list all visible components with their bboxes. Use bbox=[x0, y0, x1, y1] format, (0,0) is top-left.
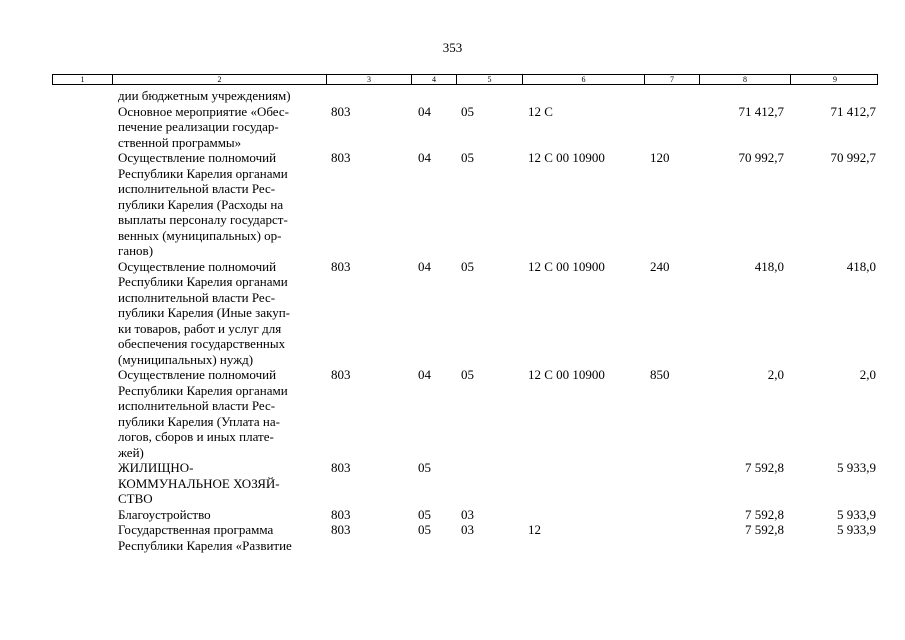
row-cell-col-8: 7 592,8 bbox=[745, 522, 784, 537]
row-cell-col-9: 5 933,9 bbox=[837, 506, 876, 522]
table-row bbox=[0, 88, 905, 104]
header-cell-7: 7 bbox=[644, 75, 699, 84]
header-cell-6: 6 bbox=[522, 75, 644, 84]
row-description: дии бюджетным учреждениям) bbox=[118, 88, 291, 103]
row-description: Осуществление полномочий Республики Карелия органами исполнительной власти Рес- публики Карелия (Расходы на выплаты персоналу государст- венных (муниципальных) ор- ганов) bbox=[118, 150, 288, 258]
row-cell-col-9: 5 933,9 bbox=[837, 522, 876, 537]
row-description: Осуществление полномочий Республики Карелия органами исполнительной власти Рес- публики Карелия (Уплата на- логов, сборов и иных плате- жей) bbox=[118, 367, 288, 460]
row-cell-col-8: 418,0 bbox=[754, 258, 784, 274]
row-cell-col-8: 7 592,8 bbox=[745, 506, 784, 522]
header-cell-8: 8 bbox=[699, 75, 790, 84]
row-cell-col-5: 03 bbox=[461, 522, 474, 537]
table-row bbox=[0, 150, 905, 259]
row-cell-col-3: 803 bbox=[331, 460, 351, 475]
row-cell-col-9: 5 933,9 bbox=[837, 460, 876, 475]
header-cell-5: 5 bbox=[456, 75, 522, 84]
row-cell-col-8: 7 592,8 bbox=[745, 460, 784, 475]
table-row bbox=[0, 507, 905, 523]
row-cell-col-7: 240 bbox=[650, 258, 670, 274]
row-cell-col-3: 803 bbox=[331, 150, 351, 165]
row-cell-col-7: 120 bbox=[650, 150, 670, 165]
row-cell-col-4: 04 bbox=[418, 150, 431, 165]
header-cell-2: 2 bbox=[112, 75, 326, 84]
row-description: Основное мероприятие «Обес- печение реализации государ- ственной программы» bbox=[118, 103, 289, 150]
row-description: Благоустройство bbox=[118, 506, 211, 522]
row-cell-col-6: 12 С 00 10900 bbox=[528, 258, 605, 274]
row-cell-col-8: 70 992,7 bbox=[738, 150, 784, 165]
table-row bbox=[0, 259, 905, 368]
row-cell-col-4: 04 bbox=[418, 258, 431, 274]
row-cell-col-5: 03 bbox=[461, 506, 474, 522]
row-cell-col-9: 71 412,7 bbox=[830, 103, 876, 119]
row-cell-col-3: 803 bbox=[331, 258, 351, 274]
row-cell-col-3: 803 bbox=[331, 506, 351, 522]
row-cell-col-9: 70 992,7 bbox=[830, 150, 876, 165]
row-cell-col-6: 12 С 00 10900 bbox=[528, 367, 605, 382]
header-cell-1: 1 bbox=[80, 75, 85, 84]
row-description: Государственная программа Республики Карелия «Развитие bbox=[118, 522, 292, 553]
row-cell-col-5: 05 bbox=[461, 150, 474, 165]
row-cell-col-9: 418,0 bbox=[846, 258, 876, 274]
row-cell-col-4: 04 bbox=[418, 367, 431, 382]
row-cell-col-3: 803 bbox=[331, 522, 351, 537]
row-cell-col-8: 2,0 bbox=[767, 367, 784, 382]
row-cell-col-5: 05 bbox=[461, 258, 474, 274]
row-cell-col-9: 2,0 bbox=[859, 367, 876, 382]
row-cell-col-6: 12 С 00 10900 bbox=[528, 150, 605, 165]
row-cell-col-4: 04 bbox=[418, 103, 431, 119]
page-number: 353 bbox=[442, 40, 463, 55]
table-row bbox=[0, 460, 905, 507]
row-cell-col-7: 850 bbox=[650, 367, 670, 382]
row-cell-col-6: 12 bbox=[528, 522, 541, 537]
table-row bbox=[0, 104, 905, 151]
header-cell-4: 4 bbox=[411, 75, 456, 84]
row-cell-col-8: 71 412,7 bbox=[738, 103, 784, 119]
header-cell-9: 9 bbox=[790, 75, 879, 84]
row-cell-col-5: 05 bbox=[461, 103, 474, 119]
row-cell-col-3: 803 bbox=[331, 367, 351, 382]
row-cell-col-4: 05 bbox=[418, 460, 431, 475]
header-cell-3: 3 bbox=[326, 75, 411, 84]
table-row bbox=[0, 522, 905, 553]
row-cell-col-4: 05 bbox=[418, 522, 431, 537]
row-cell-col-4: 05 bbox=[418, 506, 431, 522]
row-description: Осуществление полномочий Республики Карелия органами исполнительной власти Рес- публики Карелия (Иные закуп- ки товаров, работ и услуг для обеспечения государственных (муниципальных) нужд) bbox=[118, 258, 291, 367]
row-cell-col-3: 803 bbox=[331, 103, 351, 119]
row-cell-col-5: 05 bbox=[461, 367, 474, 382]
row-description: ЖИЛИЩНО- КОММУНАЛЬНОЕ ХОЗЯЙ- СТВО bbox=[118, 460, 280, 506]
row-cell-col-6: 12 С bbox=[528, 103, 553, 119]
table-header-row bbox=[52, 74, 878, 85]
table-row bbox=[0, 367, 905, 460]
table-body bbox=[0, 88, 905, 553]
